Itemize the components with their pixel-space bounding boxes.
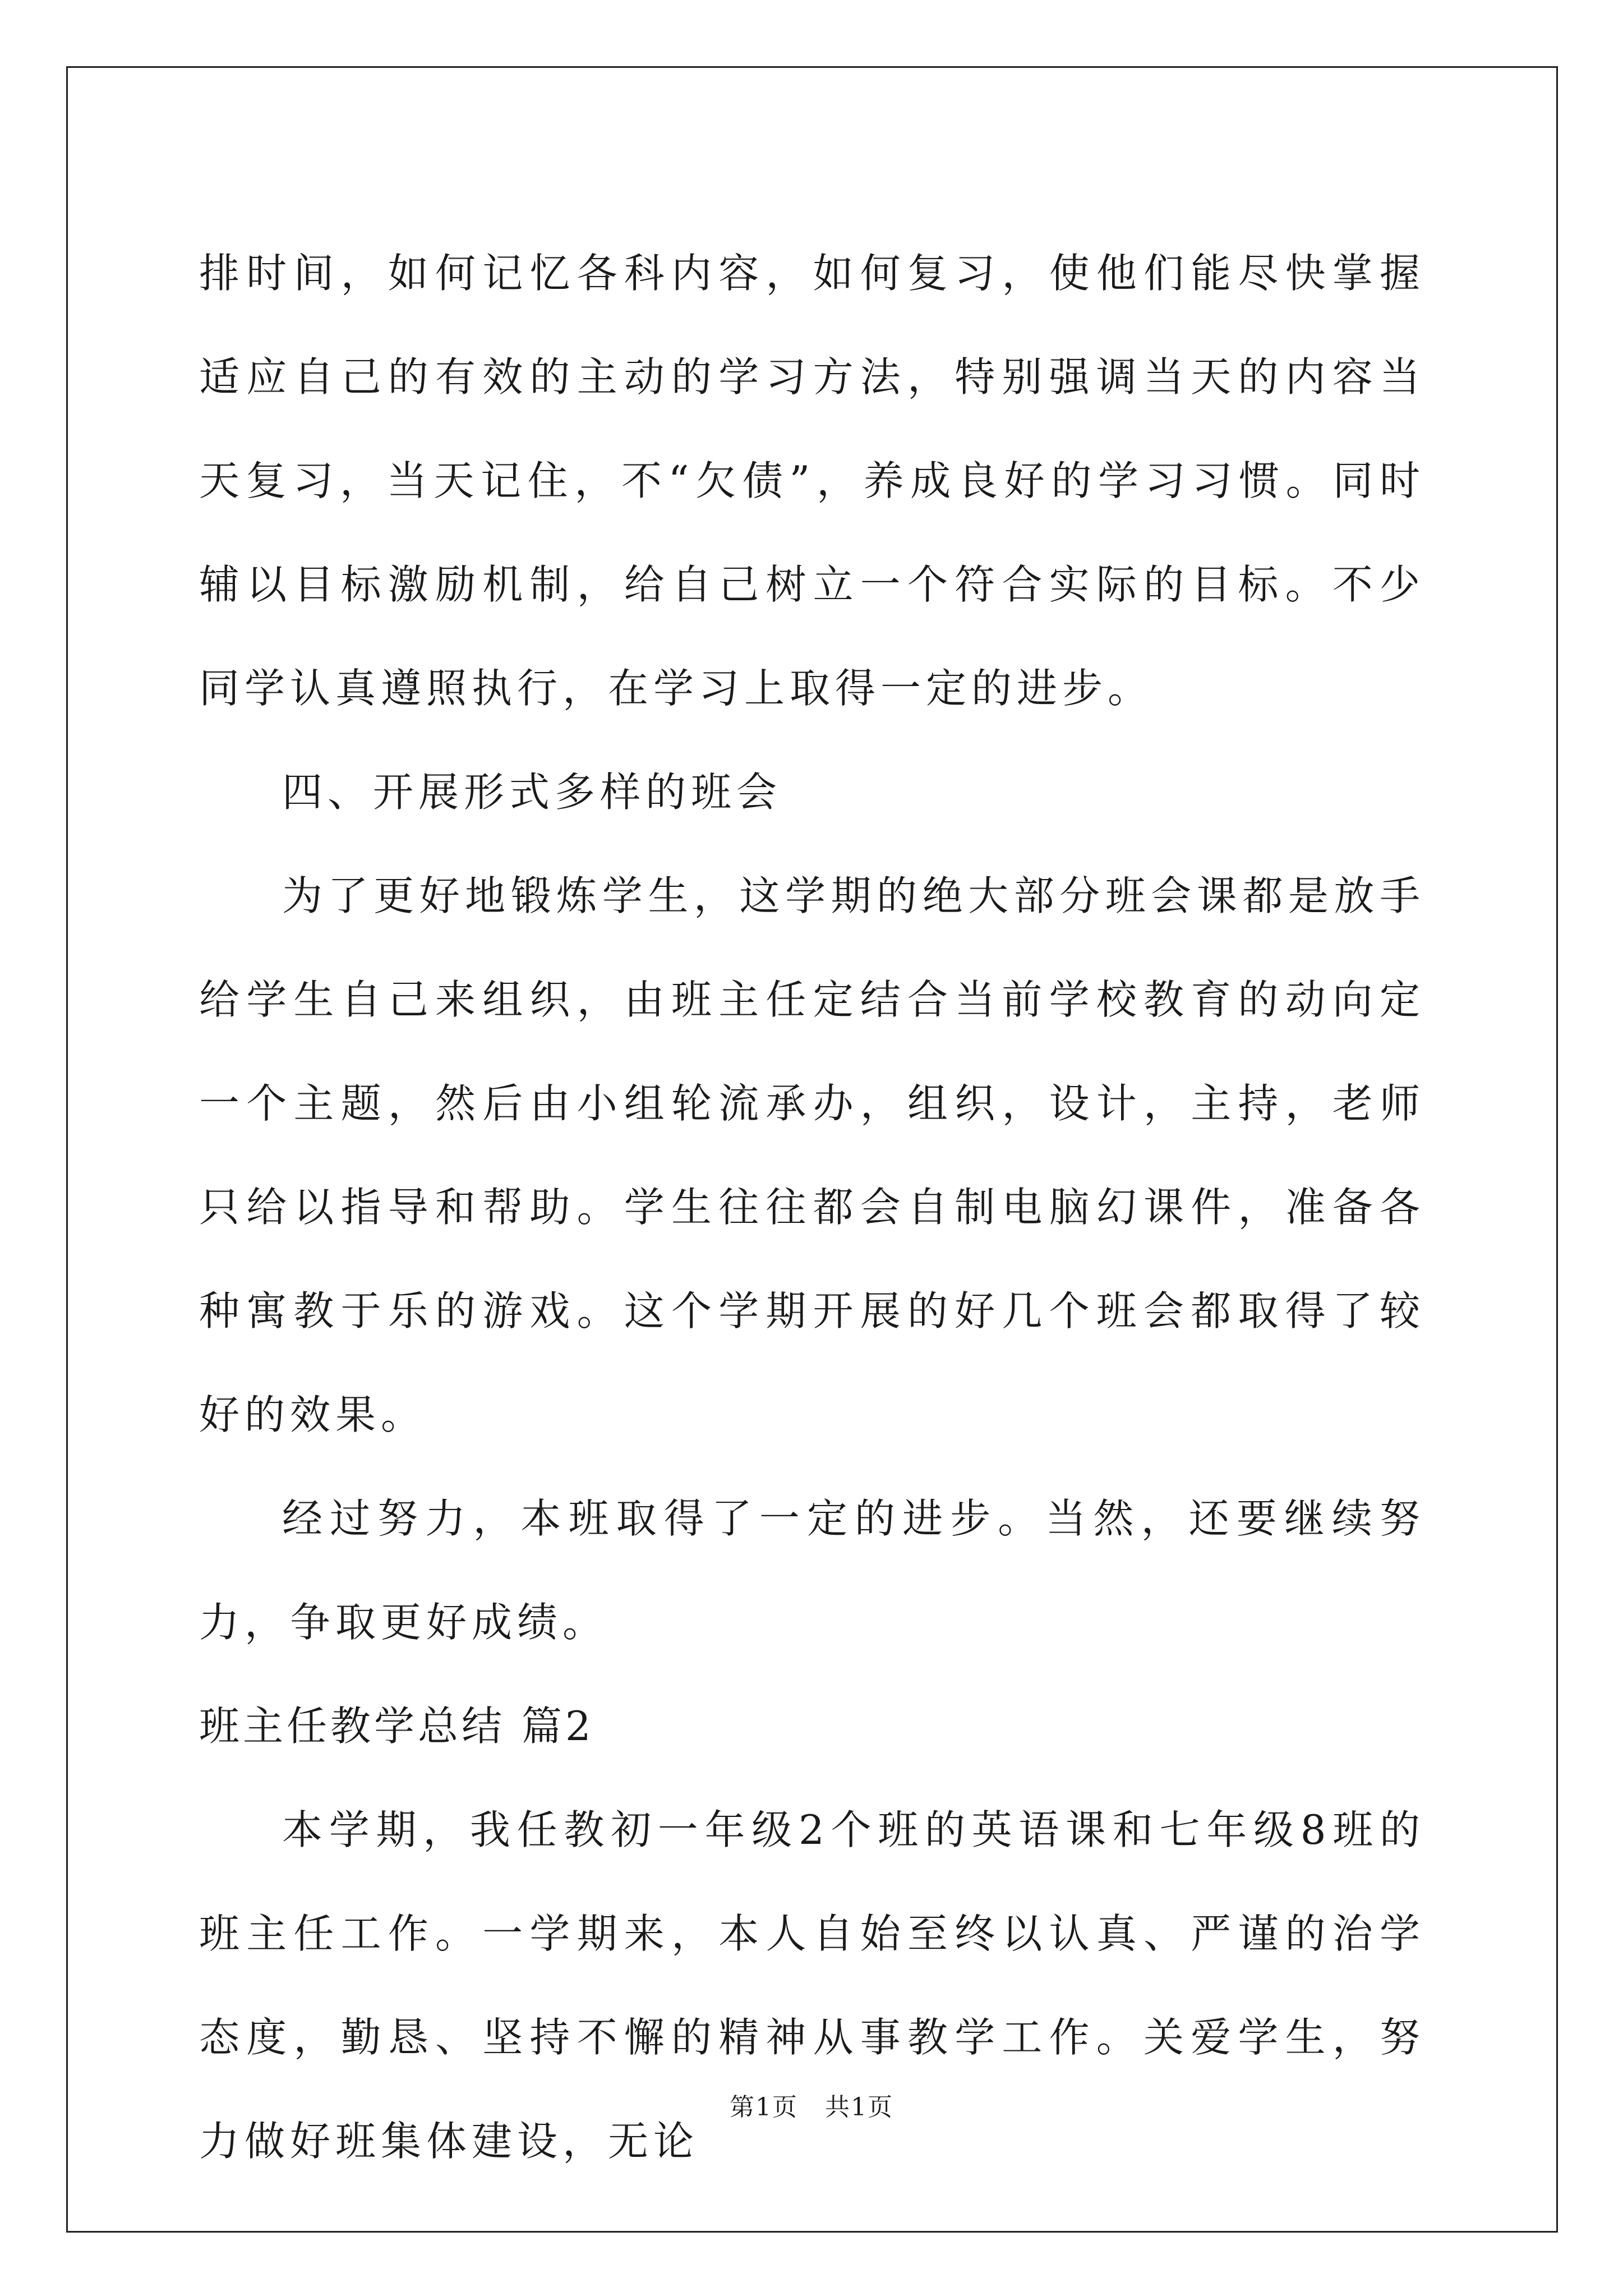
page-number: 第1页 <box>730 2093 798 2122</box>
section-heading: 四、开展形式多样的班会 <box>282 769 782 816</box>
page-footer <box>0 2087 1623 2123</box>
paragraph-intro: 本学期，我任教初一年级2个班的英语课和七年级8班的班主任工作。一学期来，本人自始至终以认真、严谨的治学态度，勤恳、坚持不懈的精神从事教学工作。关爱学生，努力做好班集体建设，无论 <box>199 1806 1425 2165</box>
article-title: 班主任教学总结 篇2 <box>199 1703 594 1750</box>
total-pages: 共1页 <box>825 2093 893 2122</box>
paragraph-class-meetings: 为了更好地锻炼学生，这学期的绝大部分班会课都是放手给学生自己来组织，由班主任定结合当前学校教育的动向定一个主题，然后由小组轮流承办，组织，设计，主持，老师只给以指导和帮助。学生往往都会自制电脑幻课件，准备各种寓教于乐的游戏。这个学期开展的好几个班会都取得了较好的效果。 <box>199 872 1425 1438</box>
paragraph-conclusion: 经过努力，本班取得了一定的进步。当然，还要继续努力，争取更好成绩。 <box>199 1495 1425 1646</box>
document-body <box>199 222 1425 2193</box>
paragraph-continuation: 排时间，如何记忆各科内容，如何复习，使他们能尽快掌握适应自己的有效的主动的学习方法，特别强调当天的内容当天复习，当天记住，不“欠债”，养成良好的学习习惯。同时辅以目标激励机制，给自己树立一个符合实际的目标。不少同学认真遵照执行，在学习上取得一定的进步。 <box>199 250 1425 712</box>
